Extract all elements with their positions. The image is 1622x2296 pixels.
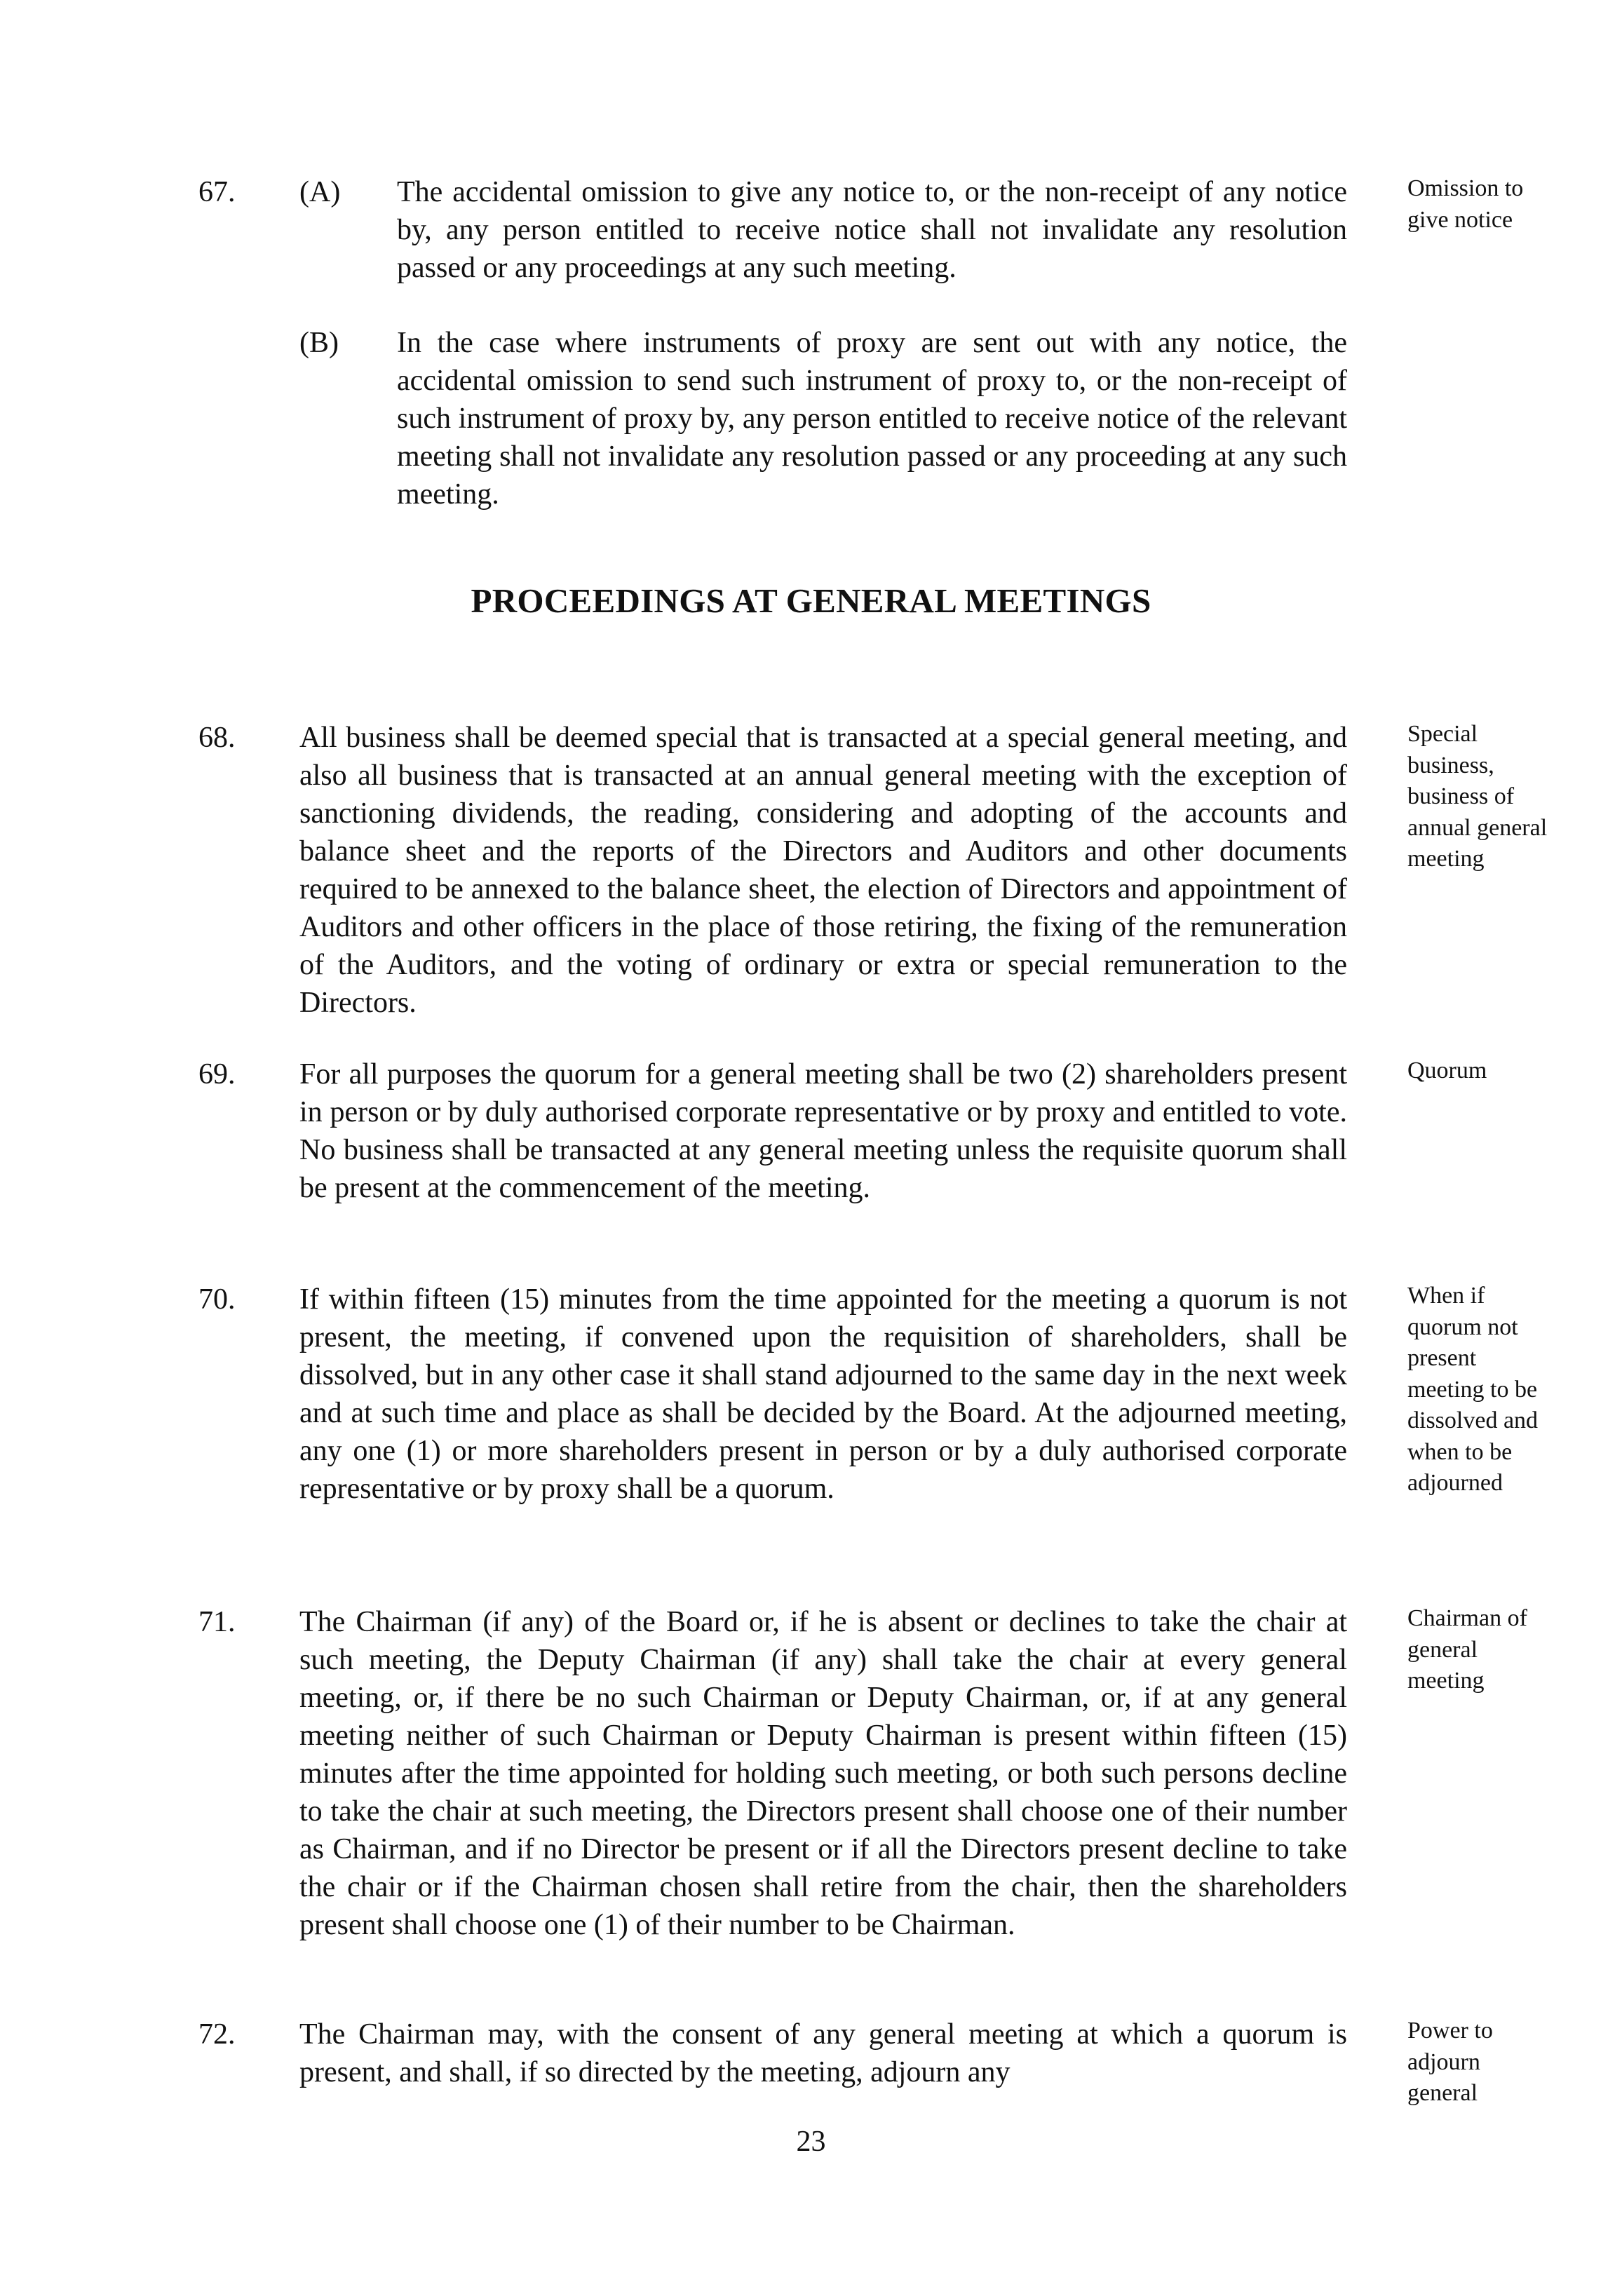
article-67-clause-a-label: (A) [299, 176, 341, 208]
article-68-side-note: Special business, business of annual general meeting [1407, 721, 1548, 872]
article-68-number: 68. [198, 722, 236, 754]
article-69-text: For all purposes the quorum for a general meeting shall be two (2) shareholders present in person or by duly authorised corporate representative or by proxy and entitled to vote. No business shall be transacted at any general meeting unless the requisite quorum shall be present at the commencement of the meeting. [299, 1058, 1347, 1204]
article-67-side-note: Omission to give notice [1407, 175, 1524, 233]
article-71-number: 71. [198, 1606, 236, 1638]
article-70-number: 70. [198, 1283, 236, 1316]
article-67-clause-b-label: (B) [299, 327, 339, 359]
article-71-text: The Chairman (if any) of the Board or, if he is absent or declines to take the chair at such meeting, the Deputy Chairman (if any) shall take the chair at every general meeting, or, if there be no such Chairman or Deputy Chairman, or, if at any general meeting neither of such Chairman or Deputy Chairman is present within fifteen (15) minutes after the time appointed for holding such meeting, or both such persons decline to take the chair at such meeting, the Directors present shall choose one of their number as Chairman, and if no Director be present or if all the Directors present decline to take the chair or if the Chairman chosen shall retire from the chair, then the shareholders present shall choose one (1) of their number to be Chairman. [299, 1606, 1347, 1941]
article-70-text: If within fifteen (15) minutes from the time appointed for the meeting a quorum is not present, the meeting, if convened upon the requisition of shareholders, shall be dissolved, but in any other case it shall stand adjourned to the same day in the next week and at such time and place as shall be decided by the Board. At the adjourned meeting, any one (1) or more shareholders present in person or by a duly authorised corporate representative or by proxy shall be a quorum. [299, 1283, 1347, 1505]
article-69-side-note: Quorum [1407, 1058, 1487, 1083]
article-72-side-note: Power to adjourn general [1407, 2018, 1493, 2106]
article-67-number: 67. [198, 176, 236, 208]
article-72-number: 72. [198, 2018, 236, 2051]
article-72-text: The Chairman may, with the consent of any general meeting at which a quorum is present, and shall, if so directed by the meeting, adjourn any [299, 2018, 1347, 2088]
article-69-number: 69. [198, 1058, 236, 1090]
page-number: 23 [796, 2126, 826, 2158]
article-68-text: All business shall be deemed special that is transacted at a special general meeting, and also all business that is transacted at an annual general meeting with the exception of sanctioning dividends, the reading, considering and adopting of the accounts and balance sheet and the reports of the Directors and Auditors and other documents required to be annexed to the balance sheet, the election of Directors and appointment of Auditors and other officers in the place of those retiring, the fixing of the remuneration of the Auditors, and the voting of ordinary or extra or special remuneration to the Directors. [299, 722, 1347, 1019]
article-71-side-note: Chairman of general meeting [1407, 1605, 1527, 1694]
article-70-side-note: When if quorum not present meeting to be dissolved and when to be adjourned [1407, 1283, 1539, 1496]
section-heading: PROCEEDINGS AT GENERAL MEETINGS [471, 581, 1151, 620]
article-67-clause-b-text: In the case where instruments of proxy are sent out with any notice, the accidental omission to send such instrument of proxy to, or the non-receipt of such instrument of proxy by, any person entitled to receive notice of the relevant meeting shall not invalidate any resolution passed or any proceeding at any such meeting. [397, 327, 1347, 511]
article-67-clause-a-text: The accidental omission to give any notice to, or the non-receipt of any notice by, any person entitled to receive notice shall not invalidate any resolution passed or any proceedings at any such meeting. [397, 176, 1347, 284]
